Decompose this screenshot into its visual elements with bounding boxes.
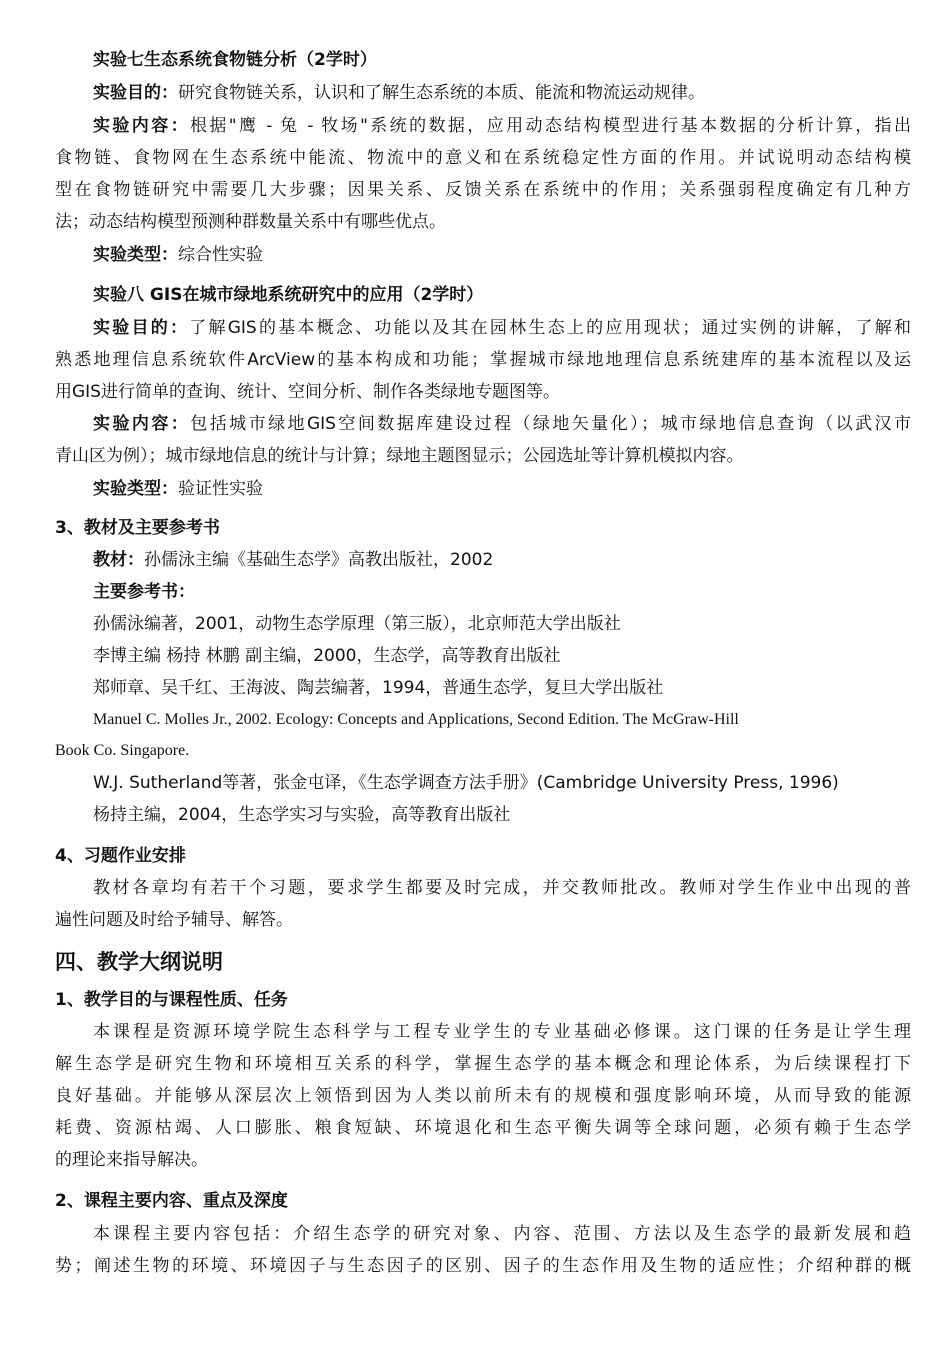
exp7-content-line-1: [93, 114, 911, 138]
homework-line-1: 教材各章均有若干个习题，要求学生都要及时完成，并交教师批改。教师对学生作业中出现的普: [93, 878, 911, 898]
exp7-content-label: 实验内容：: [93, 116, 190, 136]
homework-line-2: 遍性问题及时给予辅导、解答。: [55, 910, 293, 930]
ref-2: 李博主编 杨持 林鹏 副主编，2000，生态学，高等教育出版社: [93, 646, 561, 666]
ref-4-line-1: Manuel C. Molles Jr., 2002. Ecology: Concepts and Applications, Second Edition. The McGraw-Hill: [93, 711, 739, 728]
sub2-line-1: 本课程主要内容包括：介绍生态学的研究对象、内容、范围、方法以及生态学的最新发展和趋: [93, 1224, 911, 1244]
exp8-content-label: 实验内容：: [93, 414, 191, 434]
exp7-type-text: 综合性实验: [178, 245, 263, 265]
section-4-sub-2: 2、课程主要内容、重点及深度: [55, 1191, 288, 1211]
exp8-purpose-line-1: [93, 316, 911, 340]
ref-6: 杨持主编，2004，生态学实习与实验，高等教育出版社: [93, 805, 511, 825]
exp8-type: [93, 477, 263, 501]
exp7-type-label: 实验类型：: [93, 245, 178, 265]
sub1-line-4: 耗费、资源枯竭、人口膨胀、粮食短缺、环境退化和生态平衡失调等全球问题，必须有赖于生态学: [55, 1118, 911, 1138]
sub1-line-3: 良好基础。并能够从深层次上领悟到因为人类以前所未有的规模和强度影响环境，从而导致的能源: [55, 1086, 911, 1106]
exp7-content-line-4: 法；动态结构模型预测种群数量关系中有哪些优点。: [55, 212, 446, 232]
ref-4-line-2: Book Co. Singapore.: [55, 742, 190, 759]
ref-5: W.J. Sutherland等著，张金屯译，《生态学调查方法手册》(Cambridge University Press, 1996): [93, 773, 839, 793]
exp8-purpose-label: 实验目的：: [93, 318, 190, 338]
exp7-content-line-3: 型在食物链研究中需要几大步骤；因果关系、反馈关系在系统中的作用；关系强弱程度确定有几种方: [55, 180, 911, 200]
exp8-purpose-text-1: 了解GIS的基本概念、功能以及其在园林生态上的应用现状；通过实例的讲解，了解和: [189, 318, 912, 338]
refs-label: 主要参考书：: [93, 582, 195, 602]
homework-heading: 4、习题作业安排: [55, 846, 186, 866]
sub1-line-1: 本课程是资源环境学院生态科学与工程专业学生的专业基础必修课。这门课的任务是让学生理: [93, 1022, 911, 1042]
exp8-content-line-1: [93, 412, 911, 436]
textbook-label: 教材：: [93, 550, 144, 570]
exp8-purpose-line-3: 用GIS进行简单的查询、统计、空间分析、制作各类绿地专题图等。: [55, 382, 560, 402]
sub1-line-5: 的理论来指导解决。: [55, 1150, 208, 1170]
exp7-type: [93, 243, 263, 267]
exp7-purpose: [93, 81, 705, 105]
books-heading: 3、教材及主要参考书: [55, 518, 220, 538]
exp7-title: 实验七生态系统食物链分析（2学时）: [93, 50, 377, 70]
exp8-content-text-1: 包括城市绿地GIS空间数据库建设过程（绿地矢量化）；城市绿地信息查询（以武汉市: [190, 414, 911, 434]
textbook-text: 孙儒泳主编《基础生态学》高教出版社，2002: [144, 550, 494, 570]
ref-1: 孙儒泳编著，2001，动物生态学原理（第三版），北京师范大学出版社: [93, 614, 621, 634]
section-4-sub-1: 1、教学目的与课程性质、任务: [55, 990, 288, 1010]
exp7-purpose-label: 实验目的：: [93, 83, 178, 103]
exp8-type-label: 实验类型：: [93, 479, 178, 499]
section-4-title: 四、教学大纲说明: [55, 950, 223, 974]
exp8-type-text: 验证性实验: [178, 479, 263, 499]
exp8-title: 实验八 GIS在城市绿地系统研究中的应用（2学时）: [93, 285, 484, 305]
exp7-content-text-1: 根据"鹰 - 兔 - 牧场"系统的数据，应用动态结构模型进行基本数据的分析计算，指出: [190, 116, 912, 136]
sub1-line-2: 解生态学是研究生物和环境相互关系的科学，掌握生态学的基本概念和理论体系，为后续课程打下: [55, 1054, 911, 1074]
exp7-content-line-2: 食物链、食物网在生态系统中能流、物流中的意义和在系统稳定性方面的作用。并试说明动态结构模: [55, 148, 911, 168]
exp8-content-line-2: 青山区为例）；城市绿地信息的统计与计算；绿地主题图显示；公园选址等计算机模拟内容。: [55, 446, 744, 466]
exp8-purpose-line-2: 熟悉地理信息系统软件ArcView的基本构成和功能；掌握城市绿地地理信息系统建库的基本流程以及运: [55, 350, 911, 370]
textbook: [93, 548, 493, 572]
exp7-purpose-text: 研究食物链关系，认识和了解生态系统的本质、能流和物流运动规律。: [178, 83, 705, 103]
sub2-line-2: 势；阐述生物的环境、环境因子与生态因子的区别、因子的生态作用及生物的适应性；介绍种群的概: [55, 1256, 911, 1276]
ref-3: 郑师章、吴千红、王海波、陶芸编著，1994，普通生态学，复旦大学出版社: [93, 678, 664, 698]
